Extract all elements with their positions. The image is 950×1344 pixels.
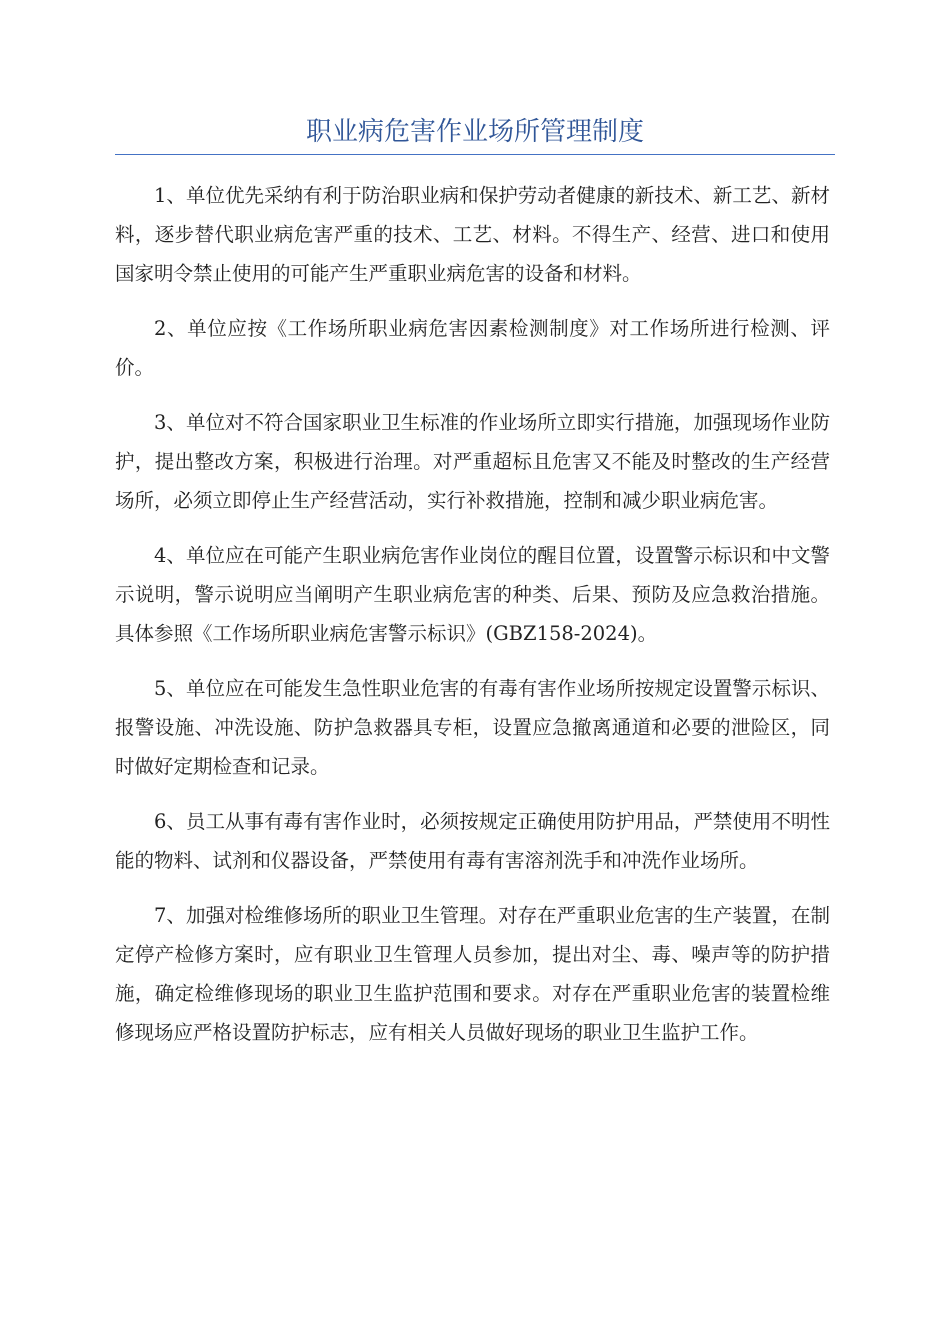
paragraph-5: 5、单位应在可能发生急性职业危害的有毒有害作业场所按规定设置警示标识、报警设施、冲洗设施、防护急救器具专柜，设置应急撤离通道和必要的泄险区，同时做好定期检查和记录。 <box>115 677 830 778</box>
paragraph-4: 4、单位应在可能产生职业病危害作业岗位的醒目位置，设置警示标识和中文警示说明，警示说明应当阐明产生职业病危害的种类、后果、预防及应急救治措施。具体参照《工作场所职业病危害警示标识》(GBZ158-2024)。 <box>115 544 830 645</box>
paragraph-2: 2、单位应按《工作场所职业病危害因素检测制度》对工作场所进行检测、评价。 <box>115 317 830 379</box>
paragraph-3: 3、单位对不符合国家职业卫生标准的作业场所立即实行措施，加强现场作业防护，提出整改方案，积极进行治理。对严重超标且危害又不能及时整改的生产经营场所，必须立即停止生产经营活动，实行补救措施，控制和减少职业病危害。 <box>115 411 830 512</box>
paragraph-7: 7、加强对检维修场所的职业卫生管理。对存在严重职业危害的生产装置，在制定停产检修方案时，应有职业卫生管理人员参加，提出对尘、毒、噪声等的防护措施，确定检维修现场的职业卫生监护范围和要求。对存在严重职业危害的装置检维修现场应严格设置防护标志，应有相关人员做好现场的职业卫生监护工作。 <box>115 904 830 1044</box>
paragraph-1: 1、单位优先采纳有利于防治职业病和保护劳动者健康的新技术、新工艺、新材料，逐步替代职业病危害严重的技术、工艺、材料。不得生产、经营、进口和使用国家明令禁止使用的可能产生严重职业病危害的设备和材料。 <box>115 184 830 285</box>
paragraph-6: 6、员工从事有毒有害作业时，必须按规定正确使用防护用品，严禁使用不明性能的物料、试剂和仪器设备，严禁使用有毒有害溶剂洗手和冲洗作业场所。 <box>115 810 830 872</box>
document-body <box>115 176 830 1068</box>
title-underline <box>115 154 835 155</box>
document-title: 职业病危害作业场所管理制度 <box>305 117 644 147</box>
